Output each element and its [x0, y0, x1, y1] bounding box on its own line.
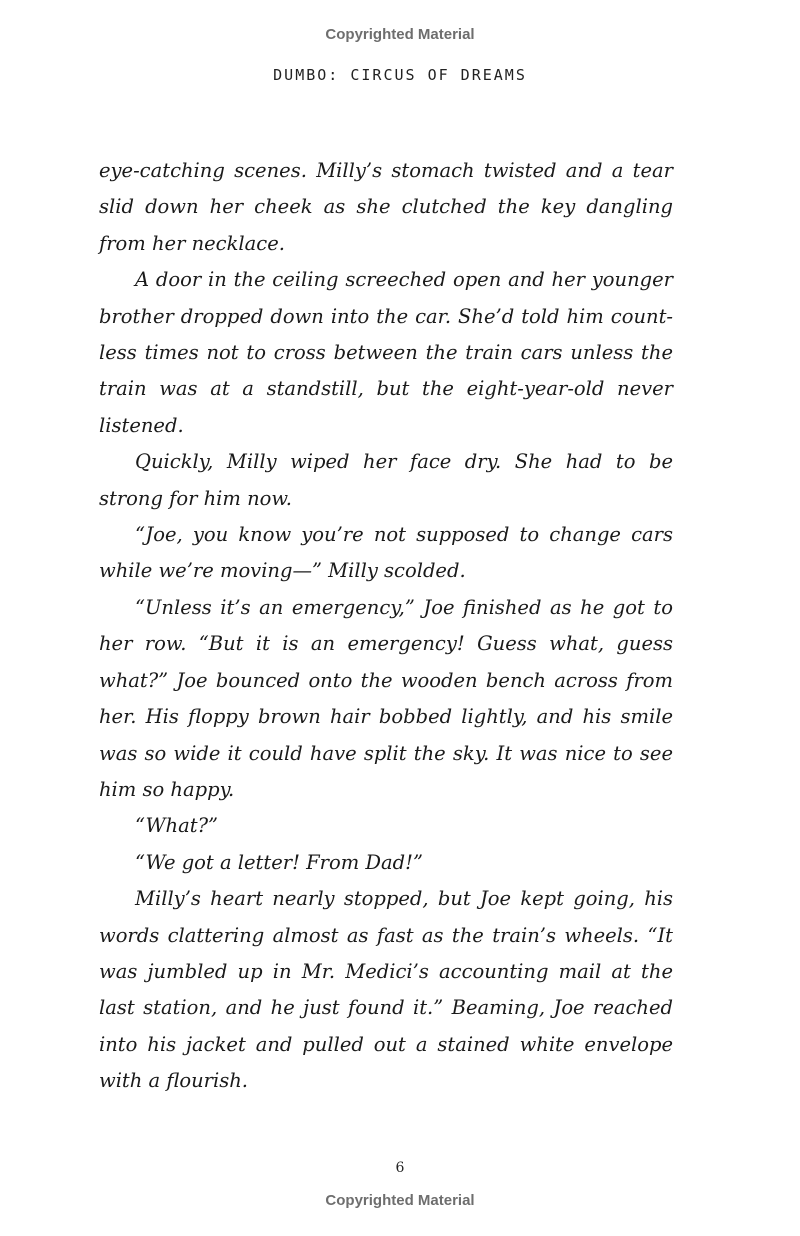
paragraph-3: Quickly, Milly wiped her face dry. She had to be strong for him now. — [99, 450, 673, 510]
paragraph-5: “Unless it’s an emergency,” Joe finished as he got to her row. “But it is an emergency! Guess what, guess what?” Joe bounced onto the wooden bench across from her. His floppy brown hair bobbed lightly, and his smile was so wide it could have split the sky. It was nice to see him so happy. — [99, 595, 673, 801]
running-head: DUMBO: CIRCUS OF DREAMS — [273, 66, 527, 84]
copyright-watermark-top: Copyrighted Material — [325, 26, 475, 43]
paragraph-7: “We got a letter! From Dad!” — [135, 850, 423, 874]
body-text — [99, 153, 673, 1100]
paragraph-1: eye-catching scenes. Milly’s stomach twisted and a tear slid down her cheek as she clutched the key dangling from her necklace. — [99, 159, 673, 255]
page-number: 6 — [395, 1160, 405, 1176]
paragraph-4: “Joe, you know you’re not supposed to change cars while we’re moving—” Milly scolded. — [99, 523, 673, 583]
copyright-watermark-bottom: Copyrighted Material — [325, 1192, 475, 1209]
paragraph-8: Milly’s heart nearly stopped, but Joe kept going, his words clattering almost as fast as the train’s wheels. “It was jumbled up in Mr. Medici’s accounting mail at the last station, and he just found it.” Beaming, Joe reached into his jacket and pulled out a stained white envelope with a flourish. — [99, 887, 673, 1093]
paragraph-2: A door in the ceiling screeched open and her younger brother dropped down into the car. She’d told him count-less times not to cross between the train cars unless the train was at a standstill, but the eight-year-old never listened. — [99, 268, 673, 437]
paragraph-6: “What?” — [135, 814, 218, 838]
